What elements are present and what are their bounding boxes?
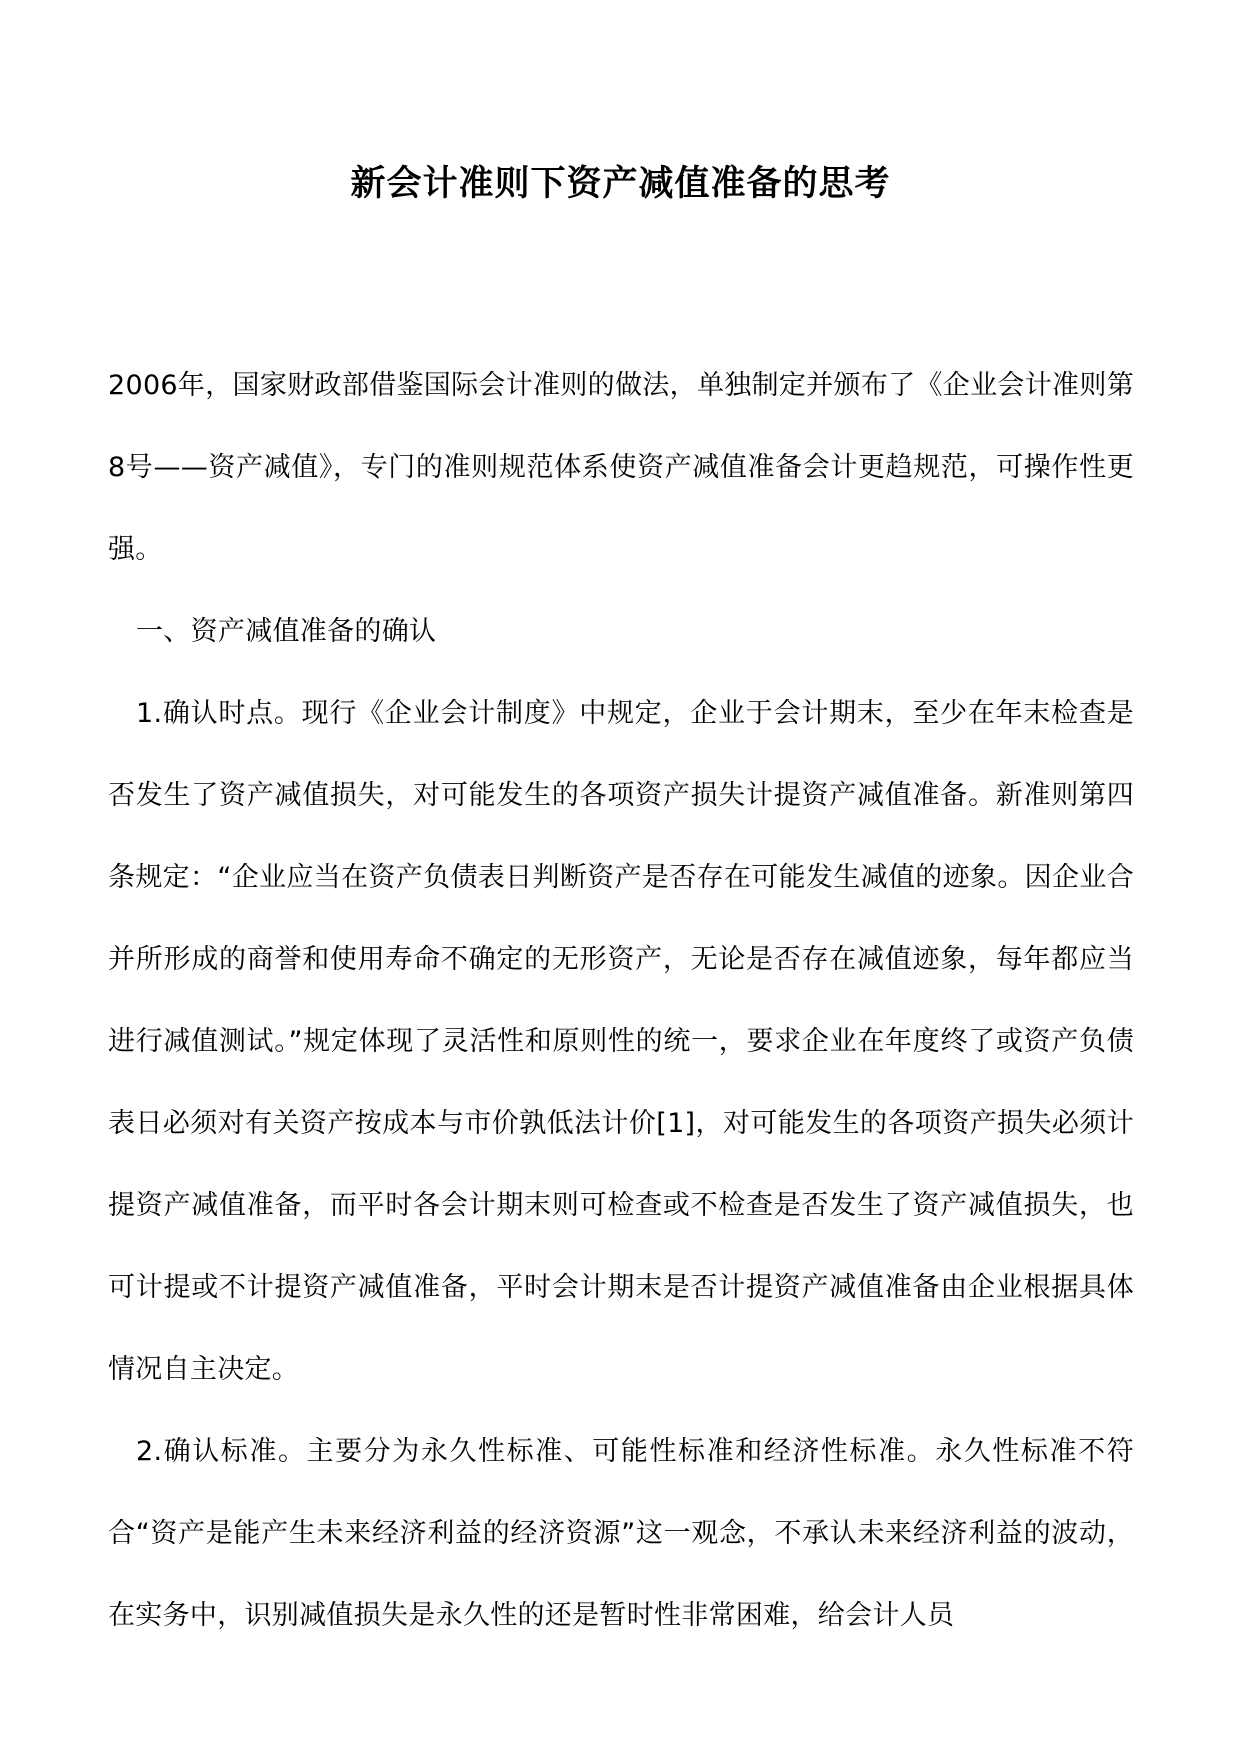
- document-body: [108, 345, 1134, 1657]
- paragraph-recognition-standard: 2.确认标准。主要分为永久性标准、可能性标准和经济性标准。永久性标准不符合“资产是能产生未来经济利益的经济资源”这一观念，不承认未来经济利益的波动，在实务中，识别减值损失是永久性的还是暂时性非常困难，给会计人员: [108, 1436, 1134, 1631]
- section-heading-recognition: 一、资产减值准备的确认: [136, 616, 437, 647]
- paragraph-intro: 2006年，国家财政部借鉴国际会计准则的做法，单独制定并颁布了《企业会计准则第8号——资产减值》，专门的准则规范体系使资产减值准备会计更趋规范，可操作性更强。: [108, 370, 1134, 565]
- document-title: 新会计准则下资产减值准备的思考: [350, 163, 891, 204]
- paragraph-recognition-timing: 1.确认时点。现行《企业会计制度》中规定，企业于会计期末，至少在年末检查是否发生了资产减值损失，对可能发生的各项资产损失计提资产减值准备。新准则第四条规定：“企业应当在资产负债表日判断资产是否存在可能发生减值的迹象。因企业合并所形成的商誉和使用寿命不确定的无形资产，无论是否存在减值迹象，每年都应当进行减值测试。”规定体现了灵活性和原则性的统一，要求企业在年度终了或资产负债表日必须对有关资产按成本与市价孰低法计价[1]，对可能发生的各项资产损失必须计提资产减值准备，而平时各会计期末则可检查或不检查是否发生了资产减值损失，也可计提或不计提资产减值准备，平时会计期末是否计提资产减值准备由企业根据具体情况自主决定。: [108, 698, 1134, 1385]
